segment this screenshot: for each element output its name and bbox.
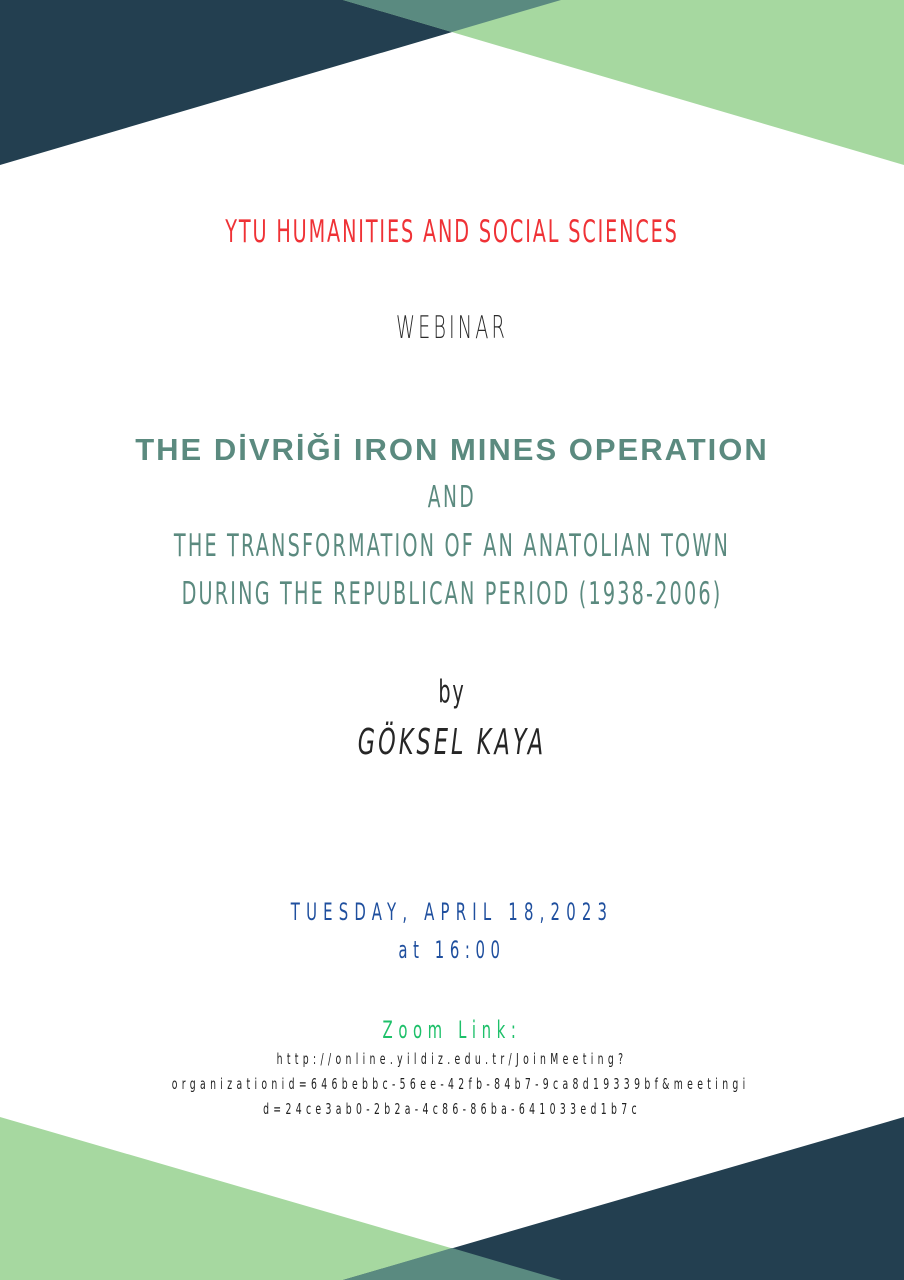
zoom-link-url-line-3[interactable]: d=24ce3ab0-2b2a-4c86-86ba-641033ed1b7c (263, 1100, 641, 1118)
speaker-name: GÖKSEL KAYA (357, 722, 547, 763)
organization-name: YTU HUMANITIES AND SOCIAL SCIENCES (225, 214, 679, 250)
event-date: TUESDAY, APRIL 18,2023 (290, 898, 614, 926)
event-type: WEBINAR (396, 310, 508, 346)
top-right-green-triangle (343, 0, 904, 165)
zoom-link-url-line-1[interactable]: http://online.yildiz.edu.tr/JoinMeeting? (276, 1050, 628, 1068)
event-time: at 16:00 (398, 936, 506, 964)
title-line-4: DURING THE REPUBLICAN PERIOD (1938-2006) (181, 576, 723, 612)
title-line-3: THE TRANSFORMATION OF AN ANATOLIAN TOWN (173, 528, 731, 564)
title-line-2: AND (427, 480, 477, 515)
zoom-link-url-line-2[interactable]: organizationid=646bebbc-56ee-42fb-84b7-9ca8d19339bf&meetingi (171, 1075, 750, 1093)
title-line-1: THE DİVRİĞİ IRON MINES OPERATION (135, 432, 769, 467)
speaker-prefix: by (438, 674, 466, 710)
zoom-link-label: Zoom Link: (382, 1016, 522, 1044)
